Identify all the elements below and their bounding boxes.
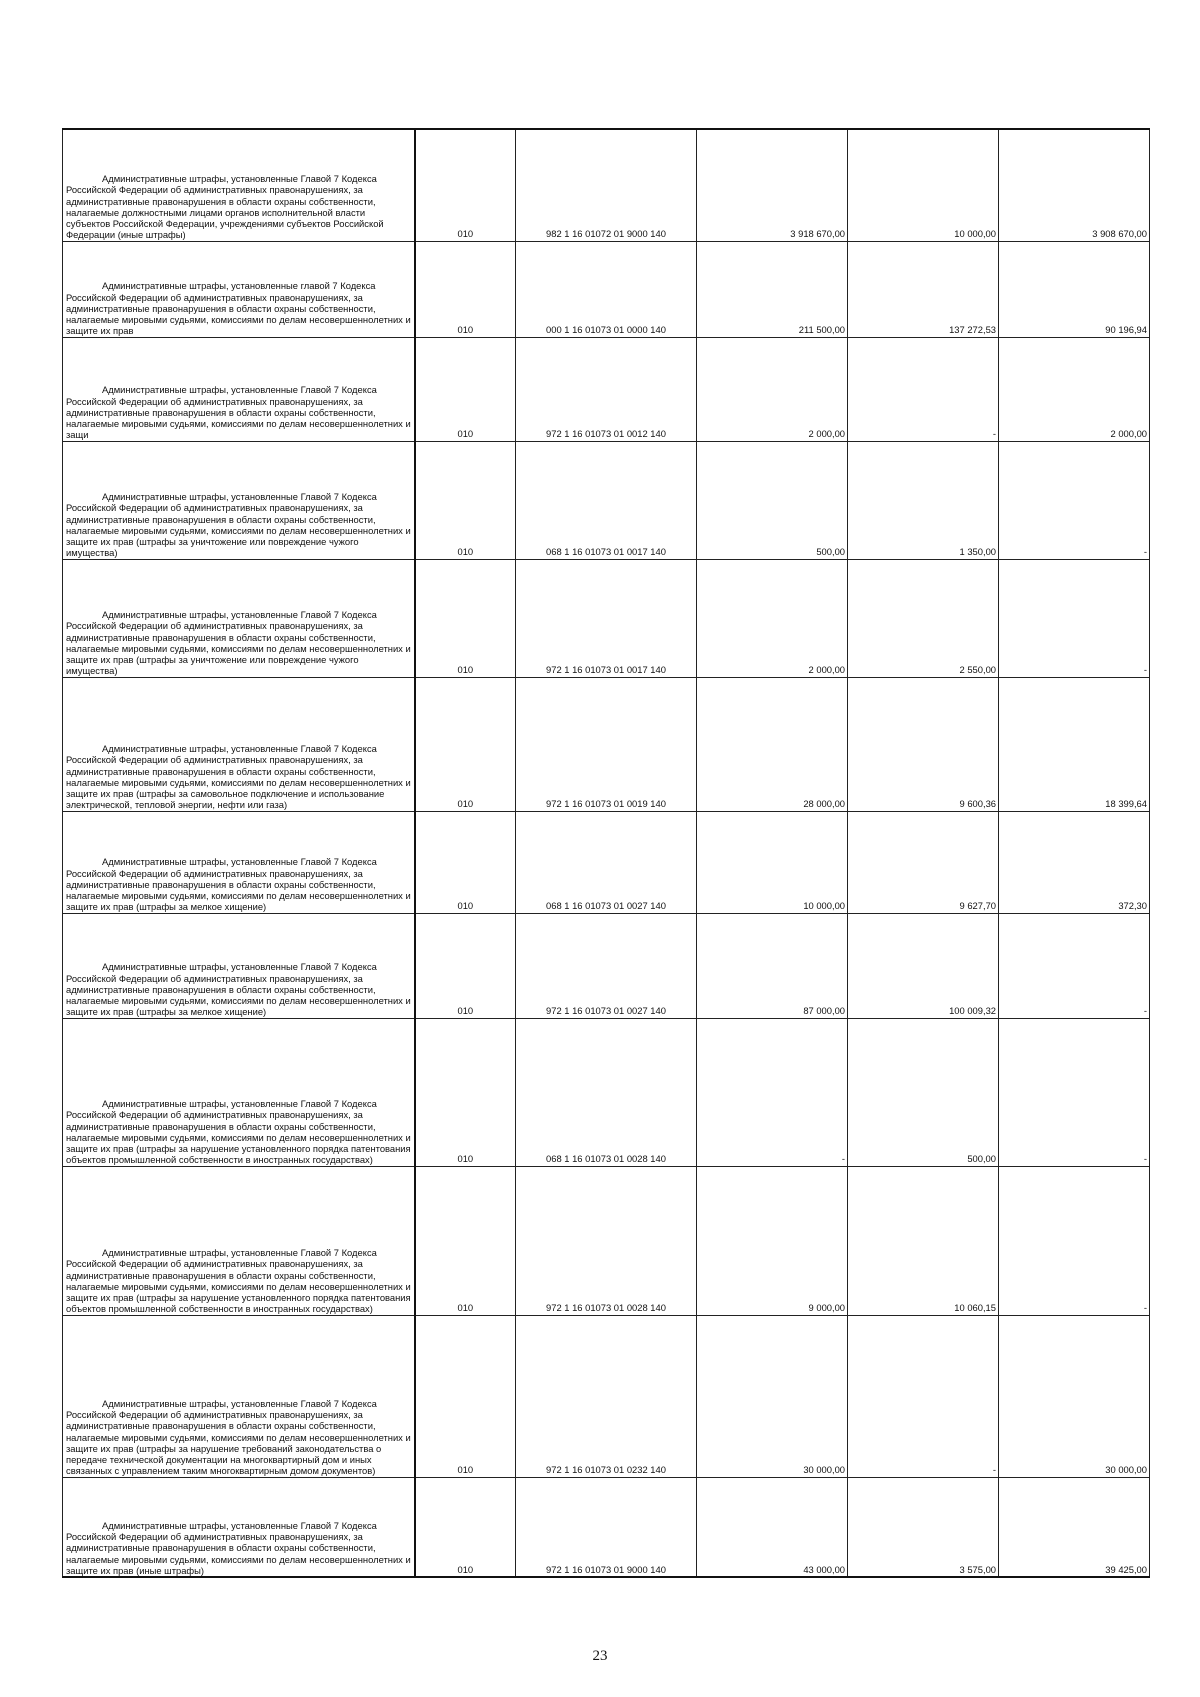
table-row <box>63 559 1150 677</box>
budget-code-cell: 972 1 16 01073 01 0017 140 <box>515 559 696 677</box>
budget-code-cell: 972 1 16 01073 01 0012 140 <box>515 337 696 441</box>
executed-amount-cell: 10 000,00 <box>848 129 999 241</box>
line-code-cell: 010 <box>415 337 516 441</box>
line-code-cell: 010 <box>415 241 516 337</box>
line-code-cell: 010 <box>415 913 516 1018</box>
line-code-cell: 010 <box>415 129 516 241</box>
executed-amount-cell: 2 550,00 <box>848 559 999 677</box>
executed-amount-cell: 100 009,32 <box>848 913 999 1018</box>
executed-amount-cell: - <box>848 337 999 441</box>
budget-code-cell: 000 1 16 01073 01 0000 140 <box>515 241 696 337</box>
approved-amount-cell: 28 000,00 <box>697 677 848 811</box>
table-row <box>63 677 1150 811</box>
income-name-cell: Административные штрафы, установленные Главой 7 Кодекса Российской Федерации об административных правонарушениях, за административные правонарушения в области охраны собственности, налагаемые мировыми судьями, комиссиями по делам несовершеннолетних и защите их прав (штрафы за нарушение требований законодательства о передаче технической документации на многоквартирный дом и иных связанных с управлением таким многоквартирным домом документов) <box>63 1315 415 1477</box>
executed-amount-cell: 500,00 <box>848 1018 999 1166</box>
income-name-cell: Административные штрафы, установленные Главой 7 Кодекса Российской Федерации об административных правонарушениях, за административные правонарушения в области охраны собственности, налагаемые мировыми судьями, комиссиями по делам несовершеннолетних и защите их прав (штрафы за нарушение установленного порядка патентования объектов промышленной собственности в иностранных государствах) <box>63 1018 415 1166</box>
income-name-cell: Административные штрафы, установленные Главой 7 Кодекса Российской Федерации об административных правонарушениях, за административные правонарушения в области охраны собственности, налагаемые мировыми судьями, комиссиями по делам несовершеннолетних и защите их прав (штрафы за уничтожение или повреждение чужого имущества) <box>63 441 415 559</box>
income-name-cell: Административные штрафы, установленные Главой 7 Кодекса Российской Федерации об административных правонарушениях, за административные правонарушения в области охраны собственности, налагаемые мировыми судьями, комиссиями по делам несовершеннолетних и защи <box>63 337 415 441</box>
line-code-cell: 010 <box>415 441 516 559</box>
income-name-cell: Административные штрафы, установленные Главой 7 Кодекса Российской Федерации об административных правонарушениях, за административные правонарушения в области охраны собственности, налагаемые мировыми судьями, комиссиями по делам несовершеннолетних и защите их прав (штрафы за нарушение установленного порядка патентования объектов промышленной собственности в иностранных государствах) <box>63 1166 415 1315</box>
unexecuted-amount-cell: - <box>999 559 1150 677</box>
income-name-cell: Административные штрафы, установленные Главой 7 Кодекса Российской Федерации об административных правонарушениях, за административные правонарушения в области охраны собственности, налагаемые мировыми судьями, комиссиями по делам несовершеннолетних и защите их прав (штрафы за самовольное подключение и использование электрической, тепловой энергии, нефти или газа) <box>63 677 415 811</box>
table-row <box>63 337 1150 441</box>
approved-amount-cell: 3 918 670,00 <box>697 129 848 241</box>
approved-amount-cell: 43 000,00 <box>697 1477 848 1577</box>
executed-amount-cell: 9 600,36 <box>848 677 999 811</box>
table-row <box>63 811 1150 913</box>
executed-amount-cell: 137 272,53 <box>848 241 999 337</box>
unexecuted-amount-cell: 18 399,64 <box>999 677 1150 811</box>
line-code-cell: 010 <box>415 677 516 811</box>
unexecuted-amount-cell: - <box>999 1018 1150 1166</box>
income-name-cell: Административные штрафы, установленные Главой 7 Кодекса Российской Федерации об административных правонарушениях, за административные правонарушения в области охраны собственности, налагаемые должностными лицами органов исполнительной власти субъектов Российской Федерации, учреждениями субъектов Российской Федерации (иные штрафы) <box>63 129 415 241</box>
approved-amount-cell: 211 500,00 <box>697 241 848 337</box>
budget-code-cell: 972 1 16 01073 01 9000 140 <box>515 1477 696 1577</box>
unexecuted-amount-cell: - <box>999 1166 1150 1315</box>
table-row <box>63 913 1150 1018</box>
approved-amount-cell: 87 000,00 <box>697 913 848 1018</box>
income-name-cell: Административные штрафы, установленные главой 7 Кодекса Российской Федерации об административных правонарушениях, за административные правонарушения в области охраны собственности, налагаемые мировыми судьями, комиссиями по делам несовершеннолетних и защите их прав <box>63 241 415 337</box>
income-name-cell: Административные штрафы, установленные Главой 7 Кодекса Российской Федерации об административных правонарушениях, за административные правонарушения в области охраны собственности, налагаемые мировыми судьями, комиссиями по делам несовершеннолетних и защите их прав (штрафы за мелкое хищение) <box>63 811 415 913</box>
revenue-execution-table <box>62 128 1150 1578</box>
approved-amount-cell: 9 000,00 <box>697 1166 848 1315</box>
table-row <box>63 1477 1150 1577</box>
line-code-cell: 010 <box>415 1315 516 1477</box>
approved-amount-cell: 2 000,00 <box>697 337 848 441</box>
unexecuted-amount-cell: - <box>999 441 1150 559</box>
budget-code-cell: 972 1 16 01073 01 0232 140 <box>515 1315 696 1477</box>
budget-code-cell: 972 1 16 01073 01 0019 140 <box>515 677 696 811</box>
line-code-cell: 010 <box>415 811 516 913</box>
page-number: 23 <box>592 1648 608 1664</box>
income-name-cell: Административные штрафы, установленные Главой 7 Кодекса Российской Федерации об административных правонарушениях, за административные правонарушения в области охраны собственности, налагаемые мировыми судьями, комиссиями по делам несовершеннолетних и защите их прав (штрафы за уничтожение или повреждение чужого имущества) <box>63 559 415 677</box>
executed-amount-cell: 10 060,15 <box>848 1166 999 1315</box>
table-row <box>63 241 1150 337</box>
unexecuted-amount-cell: 2 000,00 <box>999 337 1150 441</box>
approved-amount-cell: 500,00 <box>697 441 848 559</box>
line-code-cell: 010 <box>415 1477 516 1577</box>
unexecuted-amount-cell: - <box>999 913 1150 1018</box>
unexecuted-amount-cell: 372,30 <box>999 811 1150 913</box>
income-name-cell: Административные штрафы, установленные Главой 7 Кодекса Российской Федерации об административных правонарушениях, за административные правонарушения в области охраны собственности, налагаемые мировыми судьями, комиссиями по делам несовершеннолетних и защите их прав (штрафы за мелкое хищение) <box>63 913 415 1018</box>
budget-code-cell: 068 1 16 01073 01 0028 140 <box>515 1018 696 1166</box>
approved-amount-cell: 30 000,00 <box>697 1315 848 1477</box>
unexecuted-amount-cell: 39 425,00 <box>999 1477 1150 1577</box>
table-row <box>63 129 1150 241</box>
unexecuted-amount-cell: 3 908 670,00 <box>999 129 1150 241</box>
approved-amount-cell: - <box>697 1018 848 1166</box>
executed-amount-cell: 9 627,70 <box>848 811 999 913</box>
budget-table-container <box>62 128 1150 1578</box>
budget-code-cell: 982 1 16 01072 01 9000 140 <box>515 129 696 241</box>
line-code-cell: 010 <box>415 1166 516 1315</box>
executed-amount-cell: 1 350,00 <box>848 441 999 559</box>
table-row <box>63 441 1150 559</box>
unexecuted-amount-cell: 30 000,00 <box>999 1315 1150 1477</box>
budget-code-cell: 068 1 16 01073 01 0017 140 <box>515 441 696 559</box>
approved-amount-cell: 10 000,00 <box>697 811 848 913</box>
executed-amount-cell: - <box>848 1315 999 1477</box>
budget-code-cell: 068 1 16 01073 01 0027 140 <box>515 811 696 913</box>
unexecuted-amount-cell: 90 196,94 <box>999 241 1150 337</box>
budget-code-cell: 972 1 16 01073 01 0028 140 <box>515 1166 696 1315</box>
line-code-cell: 010 <box>415 1018 516 1166</box>
table-row <box>63 1018 1150 1166</box>
income-name-cell: Административные штрафы, установленные Главой 7 Кодекса Российской Федерации об административных правонарушениях, за административные правонарушения в области охраны собственности, налагаемые мировыми судьями, комиссиями по делам несовершеннолетних и защите их прав (иные штрафы) <box>63 1477 415 1577</box>
table-row <box>63 1315 1150 1477</box>
line-code-cell: 010 <box>415 559 516 677</box>
approved-amount-cell: 2 000,00 <box>697 559 848 677</box>
budget-code-cell: 972 1 16 01073 01 0027 140 <box>515 913 696 1018</box>
table-row <box>63 1166 1150 1315</box>
executed-amount-cell: 3 575,00 <box>848 1477 999 1577</box>
